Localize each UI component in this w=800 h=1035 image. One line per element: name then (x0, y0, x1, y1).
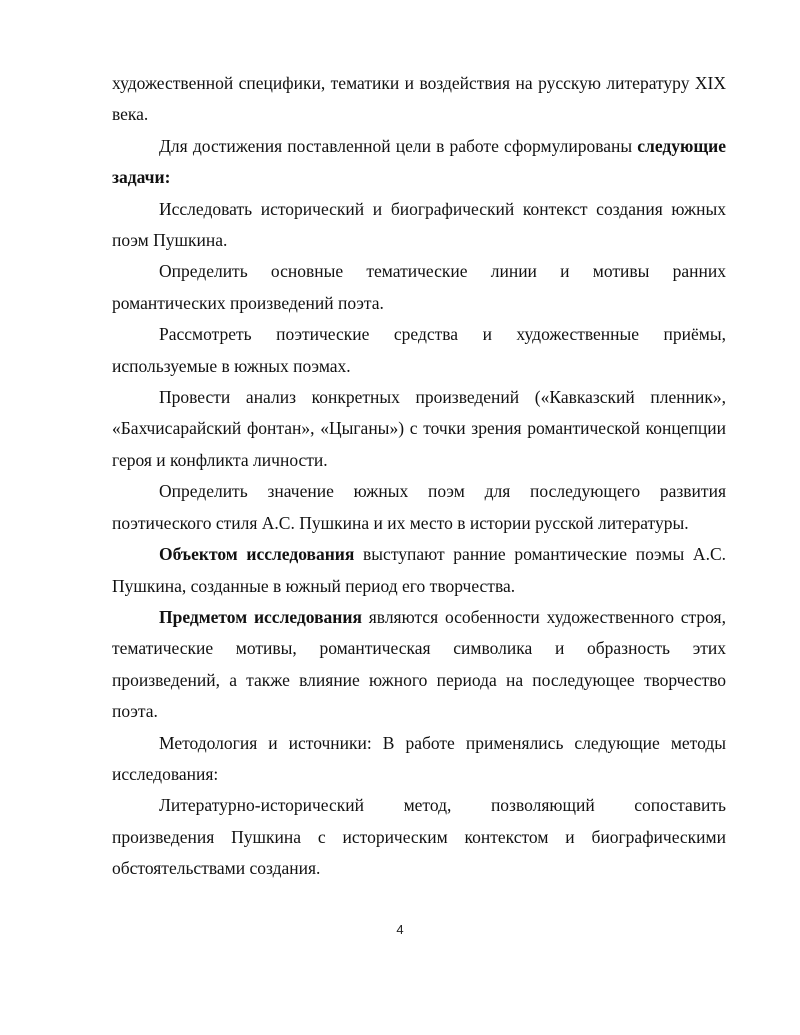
paragraph-goal-intro (112, 131, 726, 194)
paragraph-task-5 (112, 476, 726, 539)
paragraph-task-4 (112, 382, 726, 476)
paragraph-text: выступают ранние романтические поэмы А.С. Пушкина, созданные в южный период его творчества. (112, 544, 726, 596)
paragraph-text: Методология и источники: В работе применялись следующие методы исследования: (112, 732, 726, 784)
paragraph-text: Рассмотреть поэтические средства и художественные приёмы, используемые в южных поэмах. (112, 324, 726, 376)
paragraph-task-3 (112, 319, 726, 382)
paragraph-task-2 (112, 256, 726, 319)
document-body (112, 68, 726, 885)
bold-term-tasks: следующие задачи: (112, 135, 726, 188)
paragraph-text: Для достижения поставленной цели в работе сформулированы (159, 135, 638, 156)
paragraph-text: Исследовать исторический и биографический контекст создания южных поэм Пушкина. (112, 198, 726, 251)
paragraph-subject (112, 602, 726, 728)
paragraph-text: Определить основные тематические линии и мотивы ранних романтических произведений поэта. (112, 261, 726, 313)
paragraph-object (112, 539, 726, 602)
paragraph-text: Литературно-исторический метод, позволяющий сопоставить произведения Пушкина с историческим контекстом и биографическими обстоятельствами создания. (112, 795, 726, 879)
paragraph-text: Провести анализ конкретных произведений («Кавказский пленник», «Бахчисарайский фонтан», «Цыганы») с точки зрения романтической концепции героя и конфликта личности. (112, 387, 726, 470)
paragraph-text: являются особенности художественного строя, тематические мотивы, романтическая символика и образность этих произведений, а также влияние южного периода на последующее творчество поэта. (112, 606, 726, 722)
paragraph-methodology (112, 728, 726, 791)
paragraph-task-1 (112, 194, 726, 257)
paragraph-continuation (112, 68, 726, 131)
paragraph-text: Определить значение южных поэм для последующего развития поэтического стиля А.С. Пушкина и их место в истории русской литературы. (112, 481, 726, 533)
paragraph-text: художественной специфики, тематики и воздействия на русскую литературу XIX века. (112, 73, 726, 125)
paragraph-method-1 (112, 790, 726, 884)
bold-term-object: Объектом исследования (159, 544, 355, 565)
bold-term-subject: Предметом исследования (159, 606, 362, 627)
page-number: 4 (396, 922, 404, 937)
